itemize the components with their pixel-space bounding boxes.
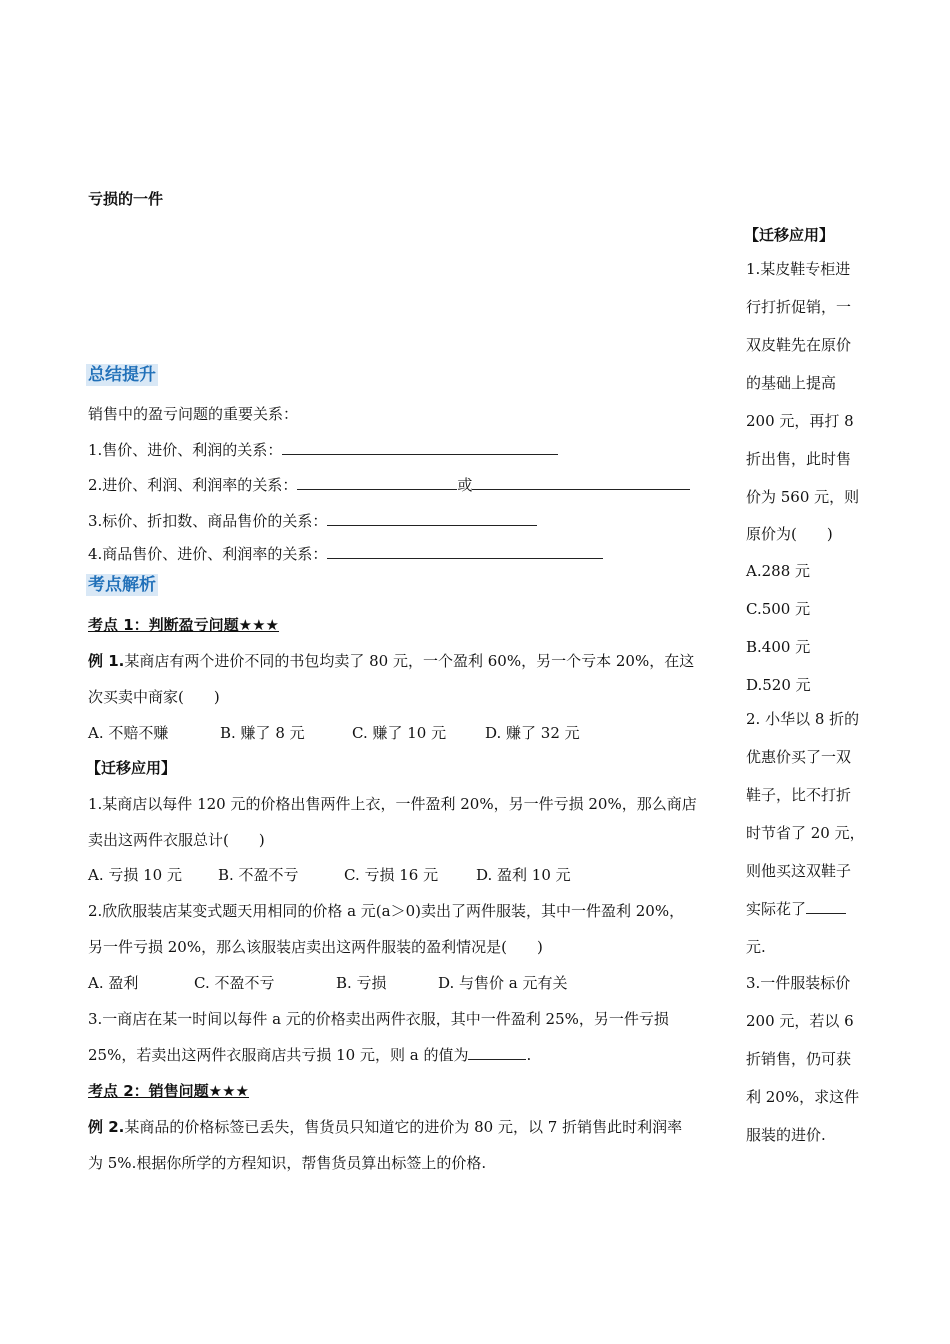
sidebar-title: 【迁移应用】 <box>744 226 835 244</box>
sidebar-line: 200 元，再打 8 <box>746 412 854 430</box>
sidebar-line: 时节省了 20 元， <box>746 824 865 842</box>
sidebar-line: 200 元，若以 6 <box>746 1012 854 1030</box>
sidebar-line-blank <box>746 898 846 919</box>
q2-line2: 另一件亏损 20%，那么该服装店卖出这两件服装的盈利情况是( ) <box>88 938 543 956</box>
summary-item-label: 1.售价、进价、利润的关系： <box>88 441 283 459</box>
summary-intro: 销售中的盈亏问题的重要关系： <box>88 405 299 423</box>
q1-option-b[interactable]: B. 不盈不亏 <box>218 866 299 884</box>
example2-line1 <box>88 1116 682 1137</box>
sidebar-option-a[interactable]: A.288 元 <box>746 562 810 580</box>
q1-option-d[interactable]: D. 盈利 10 元 <box>476 866 571 884</box>
sidebar-line: 2. 小华以 8 折的 <box>746 710 860 728</box>
example1-option-a[interactable]: A. 不赔不赚 <box>88 724 169 742</box>
summary-item-label: 2.进价、利润、利润率的关系： <box>88 476 298 494</box>
summary-item-label: 3.标价、折扣数、商品售价的关系： <box>88 512 328 530</box>
answer-blank[interactable] <box>327 544 603 559</box>
sidebar-line: 实际花了 <box>746 900 807 918</box>
example1-line1 <box>88 650 694 671</box>
sidebar-line: 价为 560 元，则 <box>746 488 860 506</box>
summary-item-2 <box>88 474 690 495</box>
q1-line1: 1.某商店以每件 120 元的价格出售两件上衣，一件盈利 20%，另一件亏损 20%，那么商店 <box>88 795 697 813</box>
sidebar-line: 折销售，仍可获 <box>746 1050 852 1068</box>
summary-item-label: 4.商品售价、进价、利润率的关系： <box>88 545 328 563</box>
example1-option-b[interactable]: B. 赚了 8 元 <box>220 724 305 742</box>
summary-item-1 <box>88 439 558 460</box>
analysis-title: 考点解析 <box>88 575 156 595</box>
sidebar-line: 利 20%，求这件 <box>746 1088 860 1106</box>
summary-title: 总结提升 <box>88 365 156 385</box>
sidebar-line: 双皮鞋先在原价 <box>746 336 852 354</box>
sidebar-line: 行打折促销，一 <box>746 298 852 316</box>
answer-blank[interactable] <box>282 440 558 455</box>
answer-blank[interactable] <box>806 899 846 914</box>
q1-option-c[interactable]: C. 亏损 16 元 <box>344 866 439 884</box>
q2-option-c[interactable]: C. 不盈不亏 <box>194 974 275 992</box>
example2-line2: 为 5%.根据你所学的方程知识，帮售货员算出标签上的价格. <box>88 1154 487 1172</box>
q3-line2 <box>88 1044 531 1065</box>
sidebar-line: 则他买这双鞋子 <box>746 862 852 880</box>
example1-option-d[interactable]: D. 赚了 32 元 <box>485 724 580 742</box>
answer-blank[interactable] <box>297 475 457 490</box>
example1-line2: 次买卖中商家( ) <box>88 688 220 706</box>
q2-option-b[interactable]: B. 亏损 <box>336 974 387 992</box>
q2-line1: 2.欣欣服装店某变式题天用相同的价格 a 元(a＞0)卖出了两件服装，其中一件盈利 20%， <box>88 902 685 920</box>
sidebar-line: 3.一件服装标价 <box>746 974 851 992</box>
top-heading: 亏损的一件 <box>88 190 164 208</box>
sidebar-line: 元. <box>746 938 766 956</box>
point2-heading: 考点 2：销售问题★★★ <box>88 1082 250 1100</box>
sidebar-option-b[interactable]: B.400 元 <box>746 638 811 656</box>
sidebar-line: 服装的进价. <box>746 1126 826 1144</box>
q1-option-a[interactable]: A. 亏损 10 元 <box>88 866 182 884</box>
sidebar-option-c[interactable]: C.500 元 <box>746 600 811 618</box>
example2-text: 某商品的价格标签已丢失，售货员只知道它的进价为 80 元，以 7 折销售此时利润率 <box>124 1118 683 1136</box>
q3-text: 25%，若卖出这两件衣服商店共亏损 10 元，则 a 的值为 <box>88 1046 469 1064</box>
sidebar-line: 优惠价买了一双 <box>746 748 852 766</box>
example1-text: 某商店有两个进价不同的书包均卖了 80 元，一个盈利 60%，另一个亏本 20%，在这 <box>124 652 695 670</box>
point1-heading: 考点 1：判断盈亏问题★★★ <box>88 616 280 634</box>
answer-blank[interactable] <box>327 511 537 526</box>
q3-end: . <box>526 1046 532 1064</box>
example1-option-c[interactable]: C. 赚了 10 元 <box>352 724 447 742</box>
summary-item-3 <box>88 510 537 531</box>
example1-label: 例 1. <box>88 652 125 670</box>
sidebar-line: 1.某皮鞋专柜进 <box>746 260 851 278</box>
sidebar-line: 折出售，此时售 <box>746 450 852 468</box>
q3-line1: 3.一商店在某一时间以每件 a 元的价格卖出两件衣服，其中一件盈利 25%，另一件亏损 <box>88 1010 669 1028</box>
sidebar-line: 的基础上提高 <box>746 374 837 392</box>
answer-blank[interactable] <box>472 475 690 490</box>
sidebar-option-d[interactable]: D.520 元 <box>746 676 811 694</box>
summary-item-4 <box>88 543 603 564</box>
sidebar-line: 原价为( ) <box>746 525 833 543</box>
q2-option-d[interactable]: D. 与售价 a 元有关 <box>438 974 568 992</box>
answer-blank[interactable] <box>468 1045 526 1060</box>
sidebar-line: 鞋子，比不打折 <box>746 786 852 804</box>
example2-label: 例 2. <box>88 1118 125 1136</box>
or-text: 或 <box>457 476 473 494</box>
transfer-title: 【迁移应用】 <box>86 759 177 777</box>
q2-option-a[interactable]: A. 盈利 <box>88 974 139 992</box>
q1-line2: 卖出这两件衣服总计( ) <box>88 831 265 849</box>
